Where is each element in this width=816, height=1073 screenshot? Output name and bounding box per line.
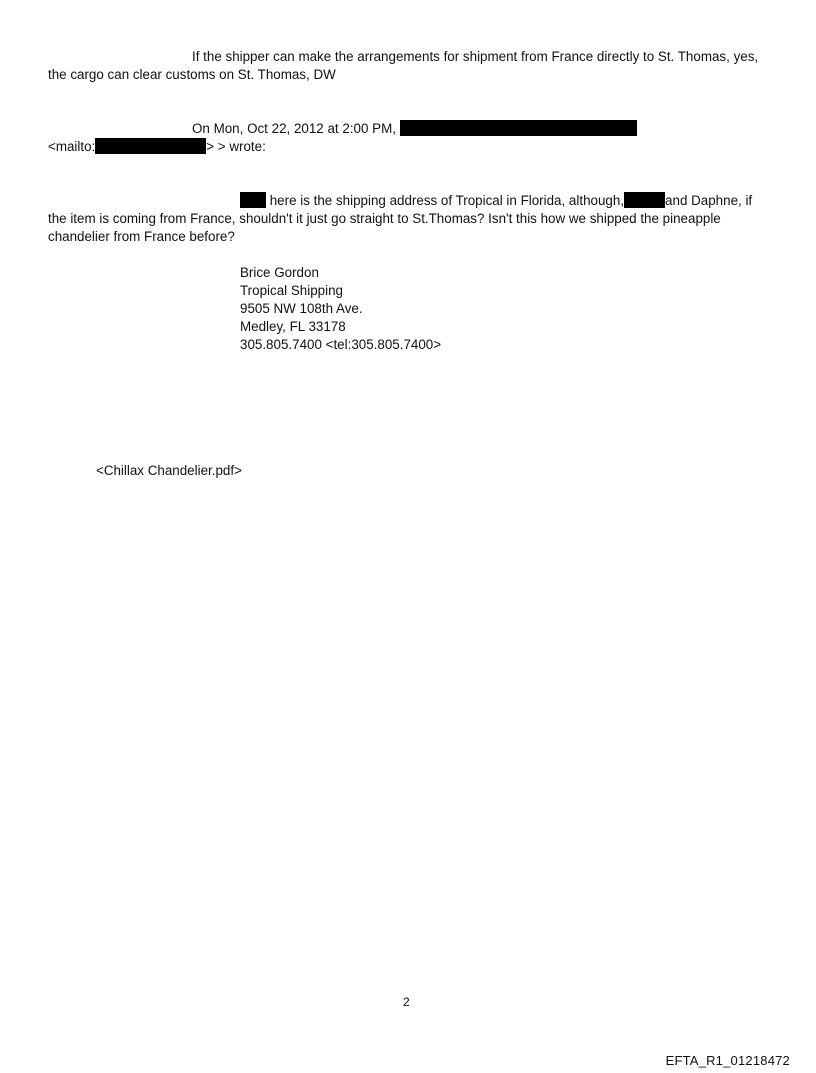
page-number: 2 bbox=[403, 995, 410, 1009]
quoted-line-1-part-2: and Daphne, if bbox=[665, 193, 753, 208]
wrote-suffix: > > wrote: bbox=[206, 139, 266, 154]
mailto-prefix: <mailto: bbox=[48, 139, 96, 154]
quoted-line-2: the item is coming from France, shouldn't it just go straight to St.Thomas? Isn't this how we shipped the pineapple bbox=[48, 211, 721, 226]
redaction-recipient-1 bbox=[240, 192, 266, 208]
redaction-sender-name bbox=[400, 120, 637, 136]
address-street: 9505 NW 108th Ave. bbox=[240, 301, 363, 316]
address-company: Tropical Shipping bbox=[240, 283, 343, 298]
redaction-sender-email bbox=[95, 138, 206, 154]
quote-header-date: On Mon, Oct 22, 2012 at 2:00 PM, bbox=[192, 121, 396, 136]
address-name: Brice Gordon bbox=[240, 265, 319, 280]
bates-number: EFTA_R1_01218472 bbox=[665, 1053, 790, 1068]
reply-line-1: If the shipper can make the arrangements for shipment from France directly to St. Thomas, yes, bbox=[192, 49, 759, 64]
quote-header-line-2 bbox=[48, 138, 266, 156]
quoted-line-1 bbox=[240, 192, 752, 210]
quoted-line-3: chandelier from France before? bbox=[48, 229, 235, 244]
quote-header-line-1 bbox=[192, 120, 637, 138]
address-city: Medley, FL 33178 bbox=[240, 319, 346, 334]
reply-line-2: the cargo can clear customs on St. Thomas, DW bbox=[48, 67, 336, 82]
address-phone: 305.805.7400 <tel:305.805.7400> bbox=[240, 337, 442, 352]
attachment-filename: <Chillax Chandelier.pdf> bbox=[96, 463, 242, 478]
redaction-recipient-2 bbox=[624, 192, 665, 208]
quoted-line-1-part-1: here is the shipping address of Tropical in Florida, although, bbox=[266, 193, 625, 208]
